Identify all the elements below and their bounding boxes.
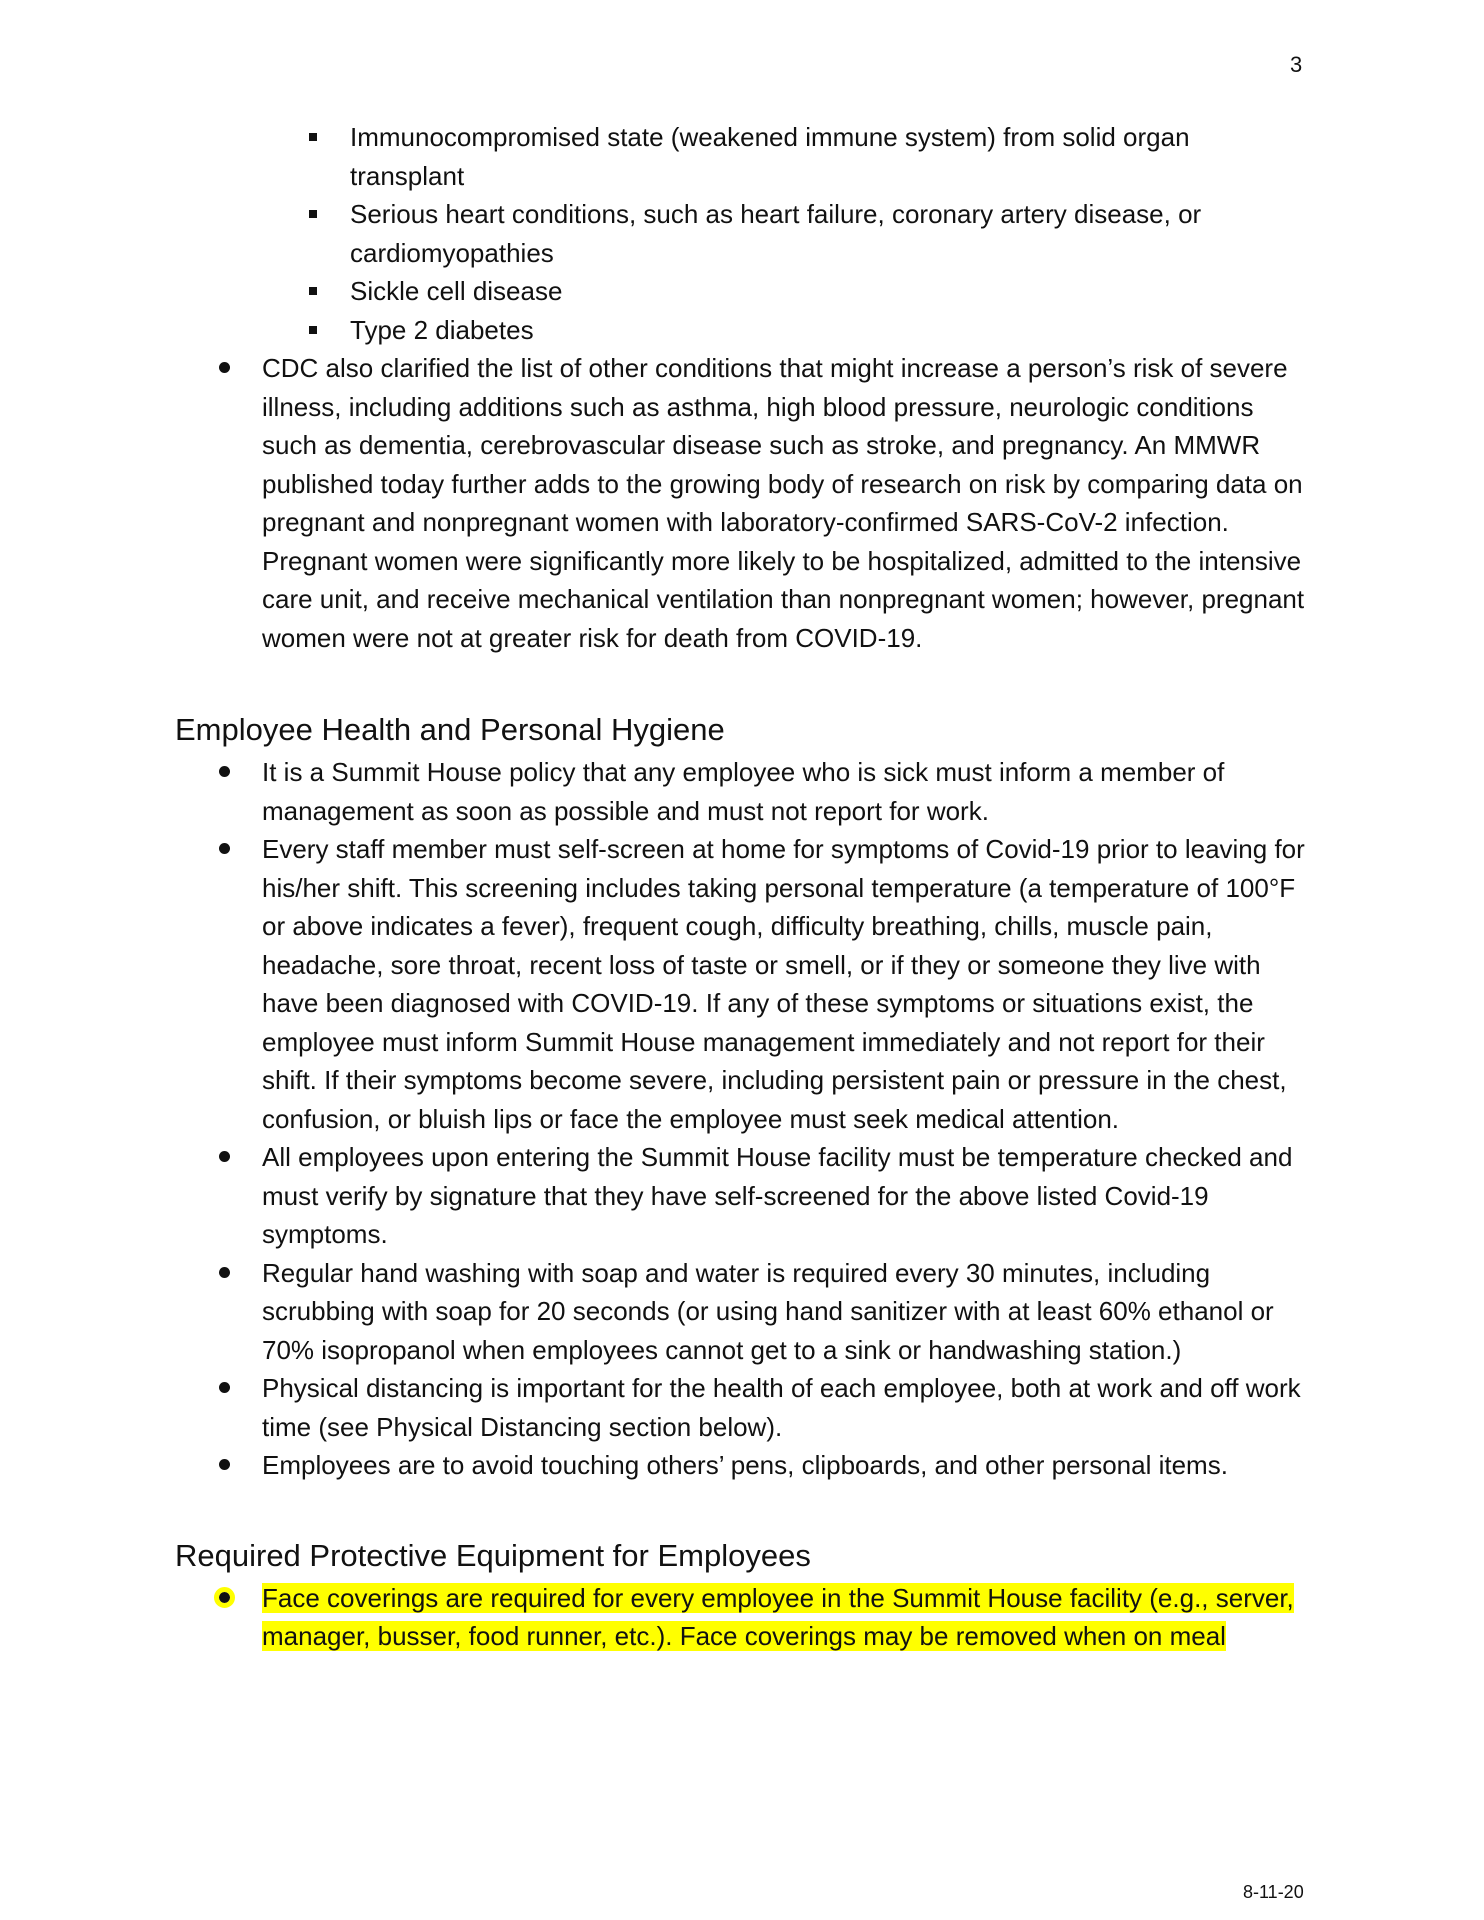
protective-equipment-heading: Required Protective Equipment for Employees (175, 1537, 811, 1573)
document-body (0, 118, 1484, 1656)
list-item: Serious heart conditions, such as heart failure, coronary artery disease, or cardiomyopathies (300, 195, 1240, 272)
list-item: Physical distancing is important for the health of each employee, both at work and off work time (see Physical Distancing section below). (262, 1369, 1312, 1446)
cdc-paragraph: CDC also clarified the list of other conditions that might increase a person’s risk of severe illness, including additions such as asthma, high blood pressure, neurologic conditions such as dementia, cerebrovascular disease such as stroke, and pregnancy. An MMWR published today further adds to the growing body of research on risk by comparing data on pregnant and nonpregnant women with laboratory-confirmed SARS-CoV-2 infection. Pregnant women were significantly more likely to be hospitalized, admitted to the intensive care unit, and receive mechanical ventilation than nonpregnant women; however, pregnant women were not at greater risk for death from COVID-19. (262, 349, 1312, 657)
list-item: Employees are to avoid touching others’ pens, clipboards, and other personal items. (262, 1446, 1312, 1485)
protective-equipment-list (262, 1579, 1312, 1656)
page-number: 3 (1290, 52, 1303, 77)
list-item (262, 1579, 1312, 1656)
highlighted-text: Face coverings are required for every employee in the Summit House facility (e.g., server, manager, busser, food runner, etc.). Face coverings may be removed when on meal (262, 1582, 1294, 1651)
employee-health-list (262, 753, 1312, 1485)
cdc-list (262, 349, 1312, 657)
list-item: All employees upon entering the Summit House facility must be temperature checked and must verify by signature that they have self-screened for the above listed Covid-19 symptoms. (262, 1138, 1312, 1254)
list-item: Type 2 diabetes (300, 311, 1240, 350)
list-item: Every staff member must self-screen at home for symptoms of Covid-19 prior to leaving for his/her shift. This screening includes taking personal temperature (a temperature of 100°F or above indicates a fever), frequent cough, difficulty breathing, chills, muscle pain, headache, sore throat, recent loss of taste or smell, or if they or someone they live with have been diagnosed with COVID-19. If any of these symptoms or situations exist, the employee must inform Summit House management immediately and not report for their shift. If their symptoms become severe, including persistent pain or pressure in the chest, confusion, or bluish lips or face the employee must seek medical attention. (262, 830, 1312, 1138)
conditions-sublist (300, 118, 1240, 349)
list-item: Immunocompromised state (weakened immune system) from solid organ transplant (300, 118, 1240, 195)
list-item: Regular hand washing with soap and water is required every 30 minutes, including scrubbing with soap for 20 seconds (or using hand sanitizer with at least 60% ethanol or 70% isopropanol when employees cannot get to a sink or handwashing station.) (262, 1254, 1312, 1370)
list-item: It is a Summit House policy that any employee who is sick must inform a member of management as soon as possible and must not report for work. (262, 753, 1312, 830)
employee-health-heading: Employee Health and Personal Hygiene (175, 712, 725, 747)
footer-date: 8-11-20 (1243, 1882, 1304, 1902)
list-item: Sickle cell disease (300, 272, 1240, 311)
